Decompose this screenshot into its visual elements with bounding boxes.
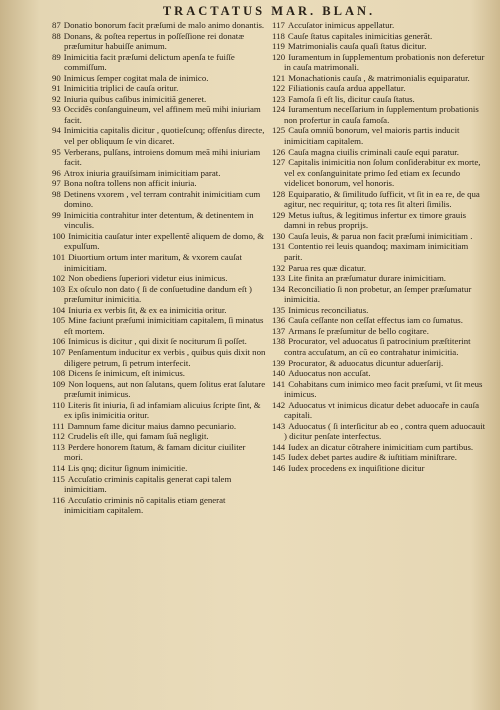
entry-text: Monachationis cauſa , & matrimonialis equiparatur. [288, 72, 470, 83]
entry-number: 104 [52, 304, 66, 315]
index-entry [52, 94, 266, 105]
entry-text: Donans, & poſtea repertus in poſſeſſione rei donatæ præſumitur habuiſſe animum. [63, 30, 245, 52]
entry-text: Contentio rei leuis quandoq; maximam inimicitiam parit. [284, 241, 469, 263]
index-entry [272, 452, 486, 463]
index-entry [52, 83, 266, 94]
index-entry [272, 368, 486, 379]
entry-text: Perdere honorem ſtatum, & famam dicitur ciuiliter mori. [64, 441, 246, 463]
entry-number: 135 [272, 304, 286, 315]
entry-text: Lite finita an præſumatur durare inimicitiam. [288, 273, 447, 284]
index-entry [272, 52, 486, 73]
entry-number: 100 [52, 230, 66, 241]
index-entry [272, 463, 486, 474]
entry-text: Accuſatio criminis capitalis generat capi talem inimicitiam. [64, 473, 232, 495]
entry-text: Aduocatus vt inimicus dicatur debet aduocaře in cauſa capitali. [284, 399, 479, 421]
entry-number: 131 [272, 241, 286, 252]
index-entry [52, 421, 266, 432]
entry-text: Inimicus is dicitur , qui dixit ſe nociturum ſi poſſet. [68, 336, 247, 347]
entry-text: Cohabitans cum inimico meo facit præſumi, vt ſit meus inimicus. [284, 378, 483, 400]
entry-text: Inimicitia contrahitur inter detentum, & detinentem in vinculis. [63, 209, 254, 231]
entry-number: 118 [272, 30, 285, 41]
index-entry [272, 210, 486, 231]
index-entry [272, 147, 486, 158]
entry-number: 121 [272, 72, 286, 83]
index-entry [272, 305, 486, 316]
entry-text: Aduocatus non accuſat. [288, 368, 371, 379]
index-entry [272, 421, 486, 442]
entry-number: 127 [272, 157, 286, 168]
entry-number: 125 [272, 125, 286, 136]
entry-number: 94 [52, 125, 61, 136]
entry-number: 114 [52, 462, 65, 473]
entry-text: Occidēs conſanguineum, vel affinem meū mihi iniuriam facit. [63, 104, 261, 125]
entry-number: 141 [272, 378, 286, 389]
entry-text: Inimicitia facit præſumi delictum apenſa te fuiſſe commiſſum. [63, 51, 235, 73]
index-entry [272, 315, 486, 326]
entry-number: 128 [272, 188, 286, 199]
entry-number: 142 [272, 399, 286, 410]
index-entry [52, 336, 266, 347]
entry-number: 137 [272, 325, 286, 336]
entry-number: 108 [52, 368, 66, 379]
entry-text: Cauſa magna ciuilis criminali cauſe equi paratur. [288, 146, 459, 157]
entry-number: 130 [272, 230, 286, 241]
index-entry [272, 379, 486, 400]
entry-number: 144 [272, 441, 286, 452]
index-entry [272, 20, 486, 31]
entry-number: 101 [52, 252, 66, 263]
entry-text: Cauſe ſtatus capitales inimicitias generāt. [287, 30, 433, 41]
entry-number: 123 [272, 93, 286, 104]
index-entry [272, 442, 486, 453]
left-column [52, 20, 266, 516]
entry-number: 143 [272, 420, 286, 431]
index-entry [52, 442, 266, 463]
entry-text: Cauſa leuis, & parua non facit præſumi inimicitiam . [288, 230, 473, 241]
index-entry [272, 358, 486, 369]
entry-number: 145 [272, 452, 286, 463]
entry-number: 116 [52, 494, 65, 505]
entry-number: 133 [272, 273, 286, 284]
index-entry [52, 104, 266, 125]
entry-number: 105 [52, 315, 66, 326]
entry-text: Penſamentum inducitur ex verbis , quibus quis dixit non diligere petrum, ſi petrum interfecit. [64, 346, 266, 368]
index-entry [52, 368, 266, 379]
entry-number: 138 [272, 336, 286, 347]
index-entry [52, 31, 266, 52]
entry-text: Iniuria ex verbis ſit, & ex ea inimicitia oritur. [68, 304, 227, 315]
entry-text: Diuortium ortum inter maritum, & vxorem cauſat inimicitiam. [64, 252, 242, 273]
index-entry [52, 495, 266, 516]
entry-number: 87 [52, 20, 61, 30]
entry-text: Procurator, vel aduocatus ſi patrocinium præſtiterint contra accuſatum, an cū eo contrahatur inimicitia. [284, 336, 471, 357]
index-entry [52, 463, 266, 474]
entry-text: Damnum fame dicitur maius damno pecuniario. [67, 420, 237, 431]
index-entry [272, 157, 486, 189]
entry-text: Inimicitia cauſatur inter expellentē aliquem de domo, & expulſum. [64, 230, 265, 252]
entry-text: Metus iuſtus, & legitimus infertur ex timore grauis damni in rebus proprijs. [284, 209, 467, 231]
index-entry [272, 263, 486, 274]
index-entry [52, 178, 266, 189]
entry-number: 97 [52, 178, 61, 189]
entry-text: Parua res quæ dicatur. [288, 262, 366, 273]
entry-number: 93 [52, 104, 61, 115]
entry-text: Atrox iniuria grauiſsimam inimicitiam parat. [63, 167, 221, 178]
entry-text: Crudelis eſt ille, qui famam ſuā negligit. [67, 431, 209, 442]
entry-text: Mine faciunt præſumi inimicitiam capitalem, ſi minatus eſt mortem. [64, 315, 264, 336]
entry-text: Inimicitia triplici de cauſa oritur. [63, 83, 179, 94]
entry-number: 146 [272, 462, 286, 473]
entry-number: 109 [52, 378, 66, 389]
entry-number: 103 [52, 283, 66, 294]
entry-number: 129 [272, 209, 286, 220]
entry-number: 117 [272, 20, 285, 30]
index-entry [272, 273, 486, 284]
entry-number: 88 [52, 30, 61, 41]
entry-text: Armans ſe præſumitur de bello cogitare. [288, 325, 429, 336]
entry-number: 110 [52, 399, 65, 410]
index-entry [52, 431, 266, 442]
entry-text: Cauſa ceſſante non ceſſat effectus iam co ſumatus. [288, 315, 463, 326]
index-entry [52, 273, 266, 284]
index-entry [52, 20, 266, 31]
entry-number: 99 [52, 209, 61, 220]
entry-text: Verberans, pulſans, introiens domum meā mihi iniuriam facit. [63, 146, 261, 168]
index-entry [52, 400, 266, 421]
entry-text: Non loquens, aut non ſalutans, quem ſolitus erat ſalutare præſumit inimicus. [64, 378, 266, 400]
entry-number: 122 [272, 83, 286, 94]
entry-text: Inimicus ſemper cogitat mala de inimico. [63, 72, 209, 83]
entry-number: 126 [272, 146, 286, 157]
index-entry [52, 315, 266, 336]
index-entry [52, 52, 266, 73]
entry-text: Accuſatio criminis nō capitalis etiam generat inimicitiam capitalem. [64, 494, 226, 516]
entry-number: 132 [272, 262, 286, 273]
entry-number: 120 [272, 51, 286, 62]
index-entry [272, 94, 486, 105]
entry-number: 89 [52, 51, 61, 62]
entry-number: 92 [52, 93, 61, 104]
entry-text: Cauſa omniū bonorum, vel maioris partis inducit inimicitiam capitalem. [284, 125, 460, 147]
entry-text: Iudex procedens ex inquiſitione dicitur [288, 462, 425, 473]
entry-text: Donatio bonorum facit præſumi de malo animo donantis. [63, 20, 265, 30]
entry-number: 119 [272, 41, 285, 52]
index-entry [272, 41, 486, 52]
entry-number: 139 [272, 357, 286, 368]
entry-number: 134 [272, 283, 286, 294]
two-column-index [52, 20, 486, 516]
entry-text: Bona noſtra tollens non afficit iniuria. [63, 178, 197, 189]
entry-number: 90 [52, 72, 61, 83]
index-entry [52, 252, 266, 273]
entry-text: Iuramentum neceſſarium in ſupplementum probationis non profertur in cauſa famoſa. [284, 104, 479, 125]
entry-text: Capitalis inimicitia non ſolum conſiderabitur ex morte, vel ex conſanguinitate primo ſed etiam ex ſecundo videlicet bonorum, vel honoris. [284, 157, 481, 189]
index-entry [272, 104, 486, 125]
entry-text: Procurator, & aduocatus dicuntur aduerſarij. [288, 357, 444, 368]
entry-text: Dicens ſe inimicum, eſt inimicus. [68, 368, 185, 379]
entry-text: Iniuria quibus caſibus inimicitiā generet. [63, 93, 207, 104]
entry-number: 95 [52, 146, 61, 157]
entry-text: Equiparatio, & ſimilitudo ſufficit, vt ſit in ea re, de qua agitur, nec requiritur, q; tota res ſit alteri ſimilis. [284, 188, 480, 210]
index-entry [52, 379, 266, 400]
entry-text: Reconciliatio ſi non probetur, an ſemper præſumatur inimicitia. [284, 283, 472, 305]
entry-text: Famoſa ſi eſt lis, dicitur cauſa ſtatus. [288, 93, 415, 104]
entry-text: Iudex an dicatur cōtrahere inimicitiam cum partibus. [288, 441, 474, 452]
entry-number: 115 [52, 473, 65, 484]
index-entry [272, 326, 486, 337]
entry-text: Iuramentum in ſupplementum probationis non deferetur in cauſa matrimonali. [284, 51, 485, 73]
entry-number: 96 [52, 167, 61, 178]
entry-text: Inimicus reconciliatus. [288, 304, 369, 315]
index-entry [52, 305, 266, 316]
index-entry [272, 284, 486, 305]
index-entry [272, 125, 486, 146]
entry-text: Non obediens ſuperiori videtur eius inimicus. [68, 273, 228, 284]
entry-number: 111 [52, 420, 65, 431]
index-entry [52, 474, 266, 495]
index-entry [272, 336, 486, 357]
index-entry [52, 231, 266, 252]
entry-number: 98 [52, 188, 61, 199]
index-entry [272, 73, 486, 84]
entry-text: Aduocatus ( ſi interſicitur ab eo , contra quem aduocauit ) dicitur penſate interfectus. [284, 420, 486, 442]
index-entry [52, 189, 266, 210]
entry-text: Inimicitia capitalis dicitur , quotieſcunq; offenſus directe, vel per obliquum ſe vin dicaret. [63, 125, 265, 147]
entry-number: 91 [52, 83, 61, 94]
entry-number: 107 [52, 346, 66, 357]
entry-text: Matrimonialis cauſa quaſi ſtatus dicitur. [287, 41, 427, 52]
index-entry [272, 189, 486, 210]
entry-number: 140 [272, 368, 286, 379]
entry-text: Iudex debet partes audire & iuſtitiam miniſtrare. [288, 452, 457, 463]
index-entry [52, 210, 266, 231]
index-entry [272, 31, 486, 42]
entry-text: Literis ſit iniuria, ſi ad infamiam alicuius ſcripte ſint, & ex ipſis inimicitia oritur. [64, 399, 261, 421]
entry-text: Detinens vxorem , vel terram contrahit inimicitiam cum domino. [63, 188, 261, 210]
index-entry [52, 168, 266, 179]
entry-number: 124 [272, 104, 286, 115]
entry-text: Accuſator inimicus appellatur. [287, 20, 395, 30]
running-header: TRACTATUS MAR. BLAN. [162, 4, 376, 18]
index-entry [52, 147, 266, 168]
index-entry [52, 284, 266, 305]
entry-number: 113 [52, 441, 65, 452]
entry-text: Lis qnq; dicitur ſignum inimicitie. [67, 462, 188, 473]
right-column [272, 20, 486, 516]
index-entry [52, 347, 266, 368]
entry-text: Filiationis cauſa ardua appellatur. [288, 83, 406, 94]
entry-number: 136 [272, 315, 286, 326]
index-entry [52, 125, 266, 146]
entry-number: 102 [52, 273, 66, 284]
entry-text: Ex oſculo non dato ( ſi de conſuetudine dandum eſt ) præſumitur inimicitia. [64, 283, 252, 305]
index-entry [272, 400, 486, 421]
entry-number: 106 [52, 336, 66, 347]
index-entry [272, 231, 486, 242]
index-entry [52, 73, 266, 84]
entry-number: 112 [52, 431, 65, 442]
index-entry [272, 241, 486, 262]
index-entry [272, 83, 486, 94]
